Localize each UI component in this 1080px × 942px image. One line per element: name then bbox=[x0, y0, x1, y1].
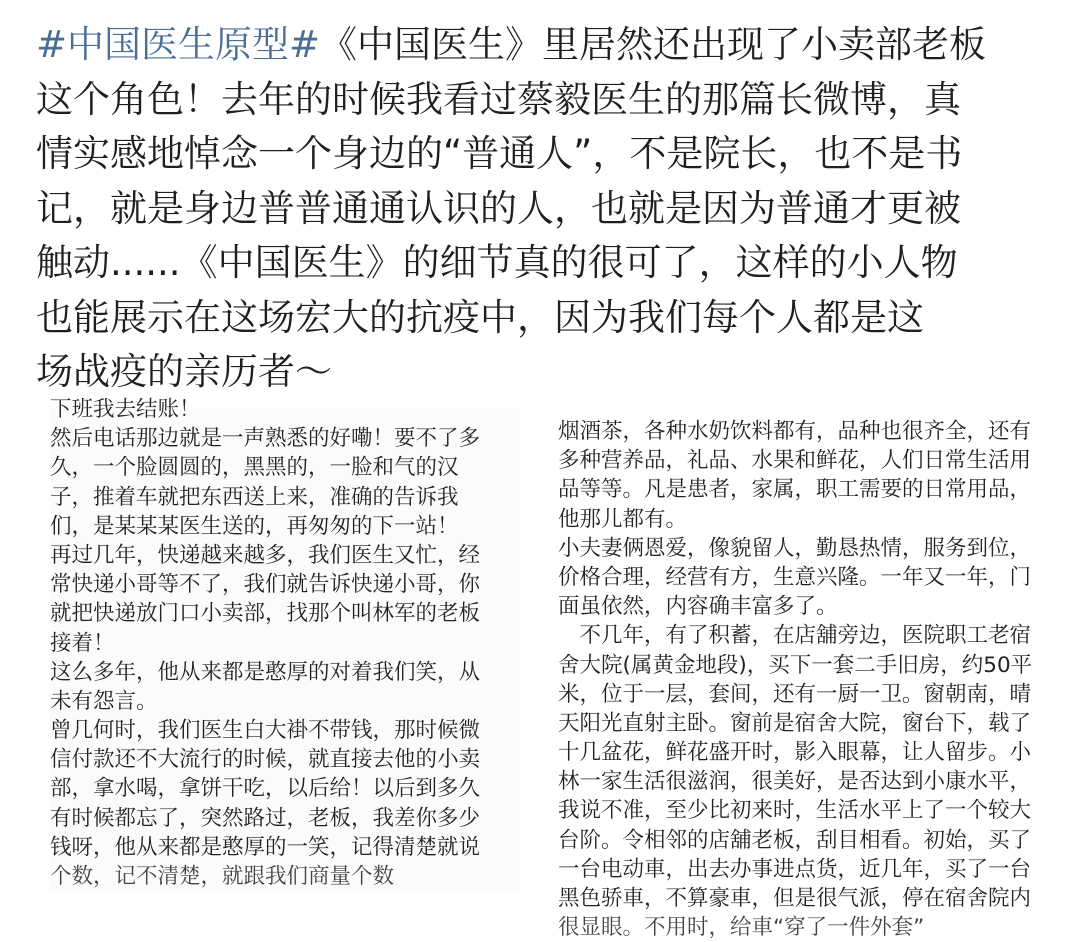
post-line-2: 这个角色！去年的时候我看过蔡毅医生的那篇长微博，真 bbox=[36, 77, 961, 121]
text-line: 部，拿水喝，拿饼干吃，以后给！以后到多久 bbox=[50, 776, 481, 802]
text-line: 曾几何时，我们医生白大褂不带钱，那时候微 bbox=[50, 718, 481, 744]
text-line: 林一家生活很滋润，很美好，是否达到小康水平， bbox=[558, 769, 1032, 795]
text-line: 这么多年，他从来都是憨厚的对着我们笑，从 bbox=[50, 659, 481, 685]
text-line: 烟酒茶，各种水奶饮料都有，品种也很齐全，还有 bbox=[558, 419, 1032, 444]
text-line: 黑色骄車，不算豪車，但是很气派，停在宿舍院内 bbox=[558, 886, 1032, 911]
text-line: 台阶。令相邻的店舖老板，刮目相看。初始，买了 bbox=[558, 827, 1032, 853]
text-line: 信付款还不大流行的时候，就直接去他的小卖 bbox=[50, 747, 481, 773]
post-line-7: 场战疫的亲历者～ bbox=[36, 350, 332, 393]
text-line: 未有怨言。 bbox=[50, 688, 158, 714]
text-line: 面虽依然，内容确丰富多了。 bbox=[558, 594, 838, 620]
text-line: 米，位于一层，套间，还有一厨一卫。窗朝南，晴 bbox=[558, 681, 1032, 707]
hashtag-link[interactable]: #中国医生原型# bbox=[36, 23, 321, 66]
text-line: 再过几年，快递越来越多，我们医生又忙，经 bbox=[50, 542, 481, 568]
post-image[interactable] bbox=[36, 397, 1080, 941]
post-line-1: #中国医生原型#《中国医生》里居然还出现了小卖部老板 bbox=[36, 23, 987, 66]
text-line: 我说不准，至少比初来时，生活水平上了一个较大 bbox=[558, 798, 1032, 824]
text-line: 然后电话那边就是一声熟悉的好嘞！要不了多 bbox=[50, 426, 481, 452]
post-text bbox=[36, 18, 1066, 400]
text-line: 品等等。凡是患者，家属，职工需要的日常用品， bbox=[558, 477, 1032, 503]
text-line: 一台电动車，出去办事进点货，近几年，买了一台 bbox=[558, 856, 1032, 882]
text-line: 接着！ bbox=[50, 630, 115, 656]
text-line: 不几年，有了积蓄，在店舖旁边，医院职工老宿 bbox=[558, 623, 1032, 649]
text-line: 久，一个脸圆圆的，黑黑的，一脸和气的汉 bbox=[50, 455, 459, 481]
text-line: 小夫妻俩恩爱，像貌留人，勤恳热情，服务到位， bbox=[558, 535, 1032, 561]
post-line-5: 触动......《中国医生》的细节真的很可了，这样的小人物 bbox=[36, 241, 958, 284]
text-line: 价格合理，经营有方，生意兴隆。一年又一年，门 bbox=[558, 564, 1032, 590]
text-line: 子，推着车就把东西送上来，准确的告诉我 bbox=[50, 484, 459, 510]
left-text-column bbox=[50, 397, 520, 891]
text-line: 有时候都忘了，突然路过，老板，我差你多少 bbox=[50, 805, 481, 831]
text-line: 舍大院(属黄金地段)，买下一套二手旧房，约50平 bbox=[558, 652, 1033, 678]
text-line: 个数，记不清楚，就跟我们商量个数 bbox=[50, 864, 395, 889]
text-line: 常快递小哥等不了，我们就告诉快递小哥，你 bbox=[50, 572, 481, 598]
text-line: 天阳光直射主卧。窗前是宿舍大院，窗台下，载了 bbox=[558, 710, 1032, 736]
text-line: 钱呀，他从来都是憨厚的一笑，记得清楚就说 bbox=[50, 834, 481, 860]
text-line: 下班我去结账！ bbox=[50, 397, 201, 422]
post-line-3: 情实感地悼念一个身边的“普通人”，不是院长，也不是书 bbox=[36, 132, 963, 175]
text-line: 多种营养品，礼品、水果和鲜花，人们日常生活用 bbox=[558, 448, 1032, 474]
right-text-column bbox=[558, 417, 1038, 942]
text-line: 十几盆花，鲜花盛开时，影入眼幕，让人留步。小 bbox=[558, 740, 1032, 766]
post-line-6: 也能展示在这场宏大的抗疫中，因为我们每个人都是这 bbox=[36, 295, 924, 339]
post-line-4: 记，就是身边普普通通认识的人，也就是因为普通才更被 bbox=[36, 186, 961, 230]
text-line: 们，是某某某医生送的，再匆匆的下一站！ bbox=[50, 513, 459, 539]
text-line: 就把快递放门口小卖部，找那个叫林军的老板 bbox=[50, 601, 481, 627]
text-line: 很显眼。不用时，给車“穿了一件外套” bbox=[558, 915, 925, 941]
text-line: 他那儿都有。 bbox=[558, 506, 688, 532]
